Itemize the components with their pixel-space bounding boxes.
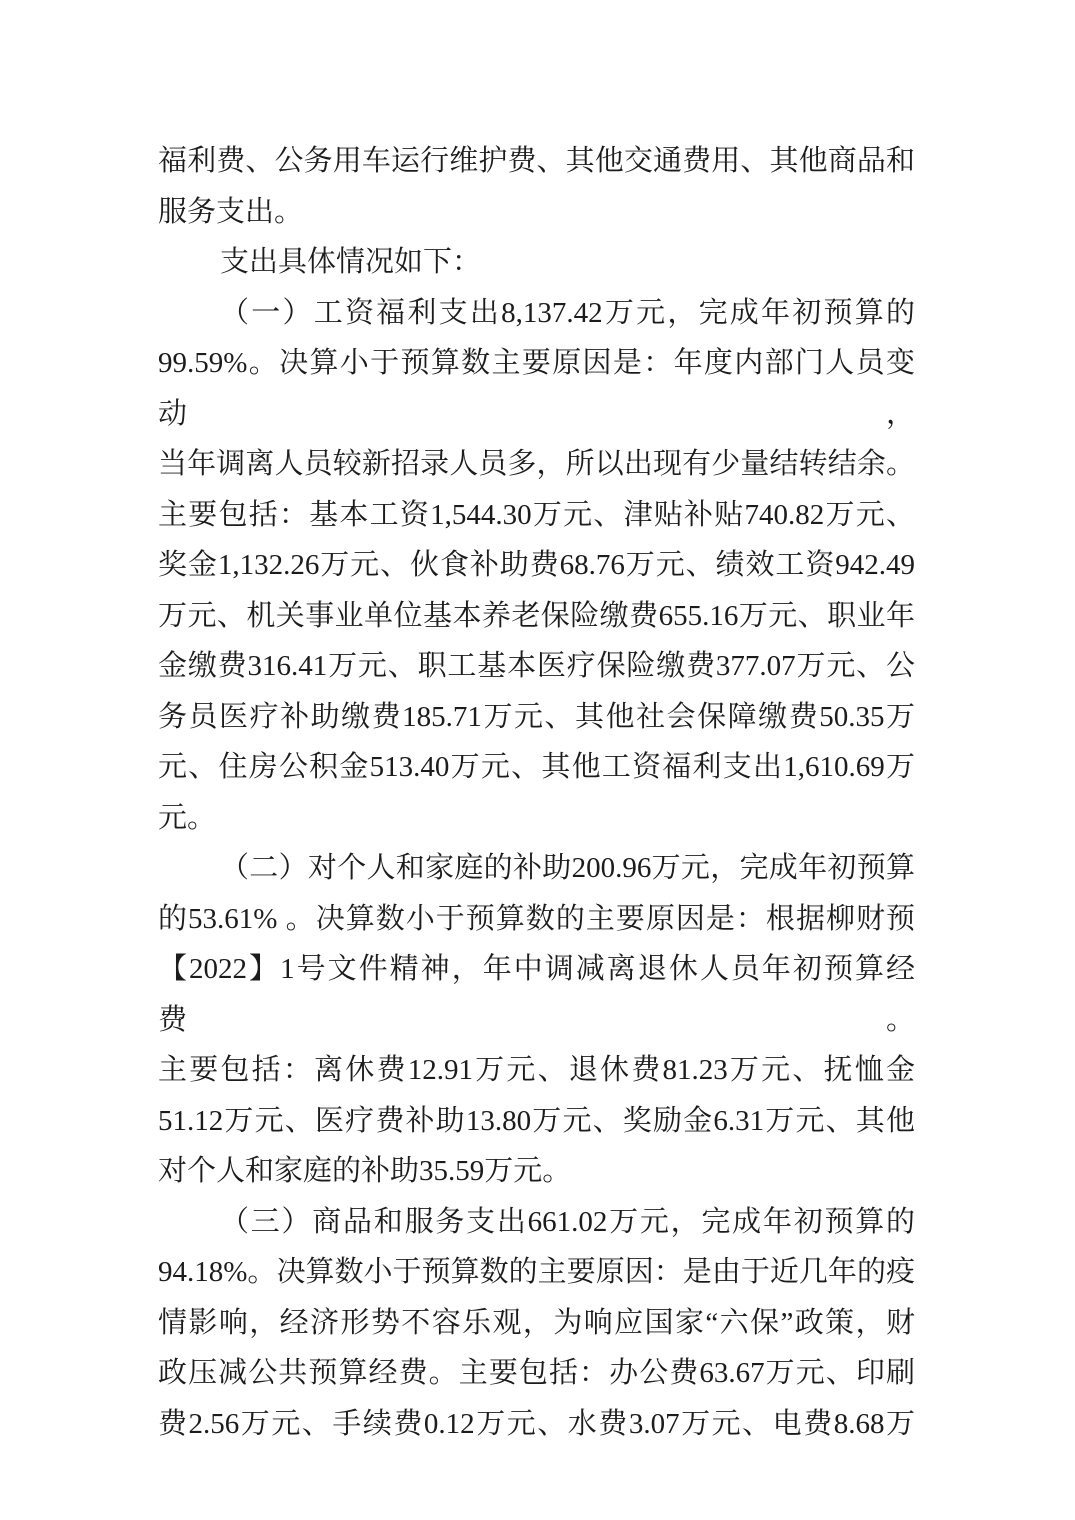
text-line: 主要包括：基本工资1,544.30万元、津贴补贴740.82万元、	[158, 498, 915, 531]
paragraph-continuation	[158, 136, 915, 237]
paragraph-item-2-individual-family-subsidy	[158, 843, 915, 1197]
text-line: 务员医疗补助缴费185.71万元、其他社会保障缴费50.35万	[158, 700, 915, 733]
text-line: 支出具体情况如下：	[220, 246, 482, 278]
paragraph-item-1-salary-welfare	[158, 288, 915, 844]
text-line: 情影响，经济形势不容乐观，为响应国家“六保”政策，财	[158, 1306, 915, 1339]
text-line: 51.12万元、医疗费补助13.80万元、奖励金6.31万元、其他	[158, 1104, 915, 1137]
text-line: 元、住房公积金513.40万元、其他工资福利支出1,610.69万	[158, 751, 915, 783]
text-line: 99.59%。决算小于预算数主要原因是：年度内部门人员变动，	[158, 347, 915, 430]
paragraph-intro	[158, 237, 915, 288]
text-line: 费2.56万元、手续费0.12万元、水费3.07万元、电费8.68万	[158, 1407, 915, 1440]
text-line: 【2022】1号文件精神，年中调减离退休人员年初预算经费。	[158, 953, 915, 1036]
text-line: （三）商品和服务支出661.02万元，完成年初预算的	[220, 1205, 915, 1238]
paragraph-item-3-goods-services	[158, 1197, 915, 1450]
text-line: 服务支出。	[158, 195, 304, 228]
text-block	[158, 136, 915, 1449]
text-line: 政压减公共预算经费。主要包括：办公费63.67万元、印刷	[158, 1357, 915, 1389]
text-line: 主要包括：离休费12.91万元、退休费81.23万元、抚恤金	[158, 1054, 915, 1086]
text-line: （一）工资福利支出8,137.42万元，完成年初预算的	[220, 296, 915, 329]
text-line: 当年调离人员较新招录人员多，所以出现有少量结转结余。	[158, 448, 915, 480]
text-line: （二）对个人和家庭的补助200.96万元，完成年初预算	[220, 852, 915, 884]
text-line: 94.18%。决算数小于预算数的主要原因：是由于近几年的疫	[158, 1256, 915, 1288]
text-line: 元。	[158, 801, 217, 834]
text-line: 金缴费316.41万元、职工基本医疗保险缴费377.07万元、公	[158, 650, 915, 682]
text-line: 万元、机关事业单位基本养老保险缴费655.16万元、职业年	[158, 599, 915, 632]
text-line: 福利费、公务用车运行维护费、其他交通费用、其他商品和	[158, 145, 915, 177]
text-line: 的53.61% 。决算数小于预算数的主要原因是：根据柳财预	[158, 902, 915, 935]
text-line: 奖金1,132.26万元、伙食补助费68.76万元、绩效工资942.49	[158, 549, 915, 581]
text-line: 对个人和家庭的补助35.59万元。	[158, 1155, 572, 1187]
